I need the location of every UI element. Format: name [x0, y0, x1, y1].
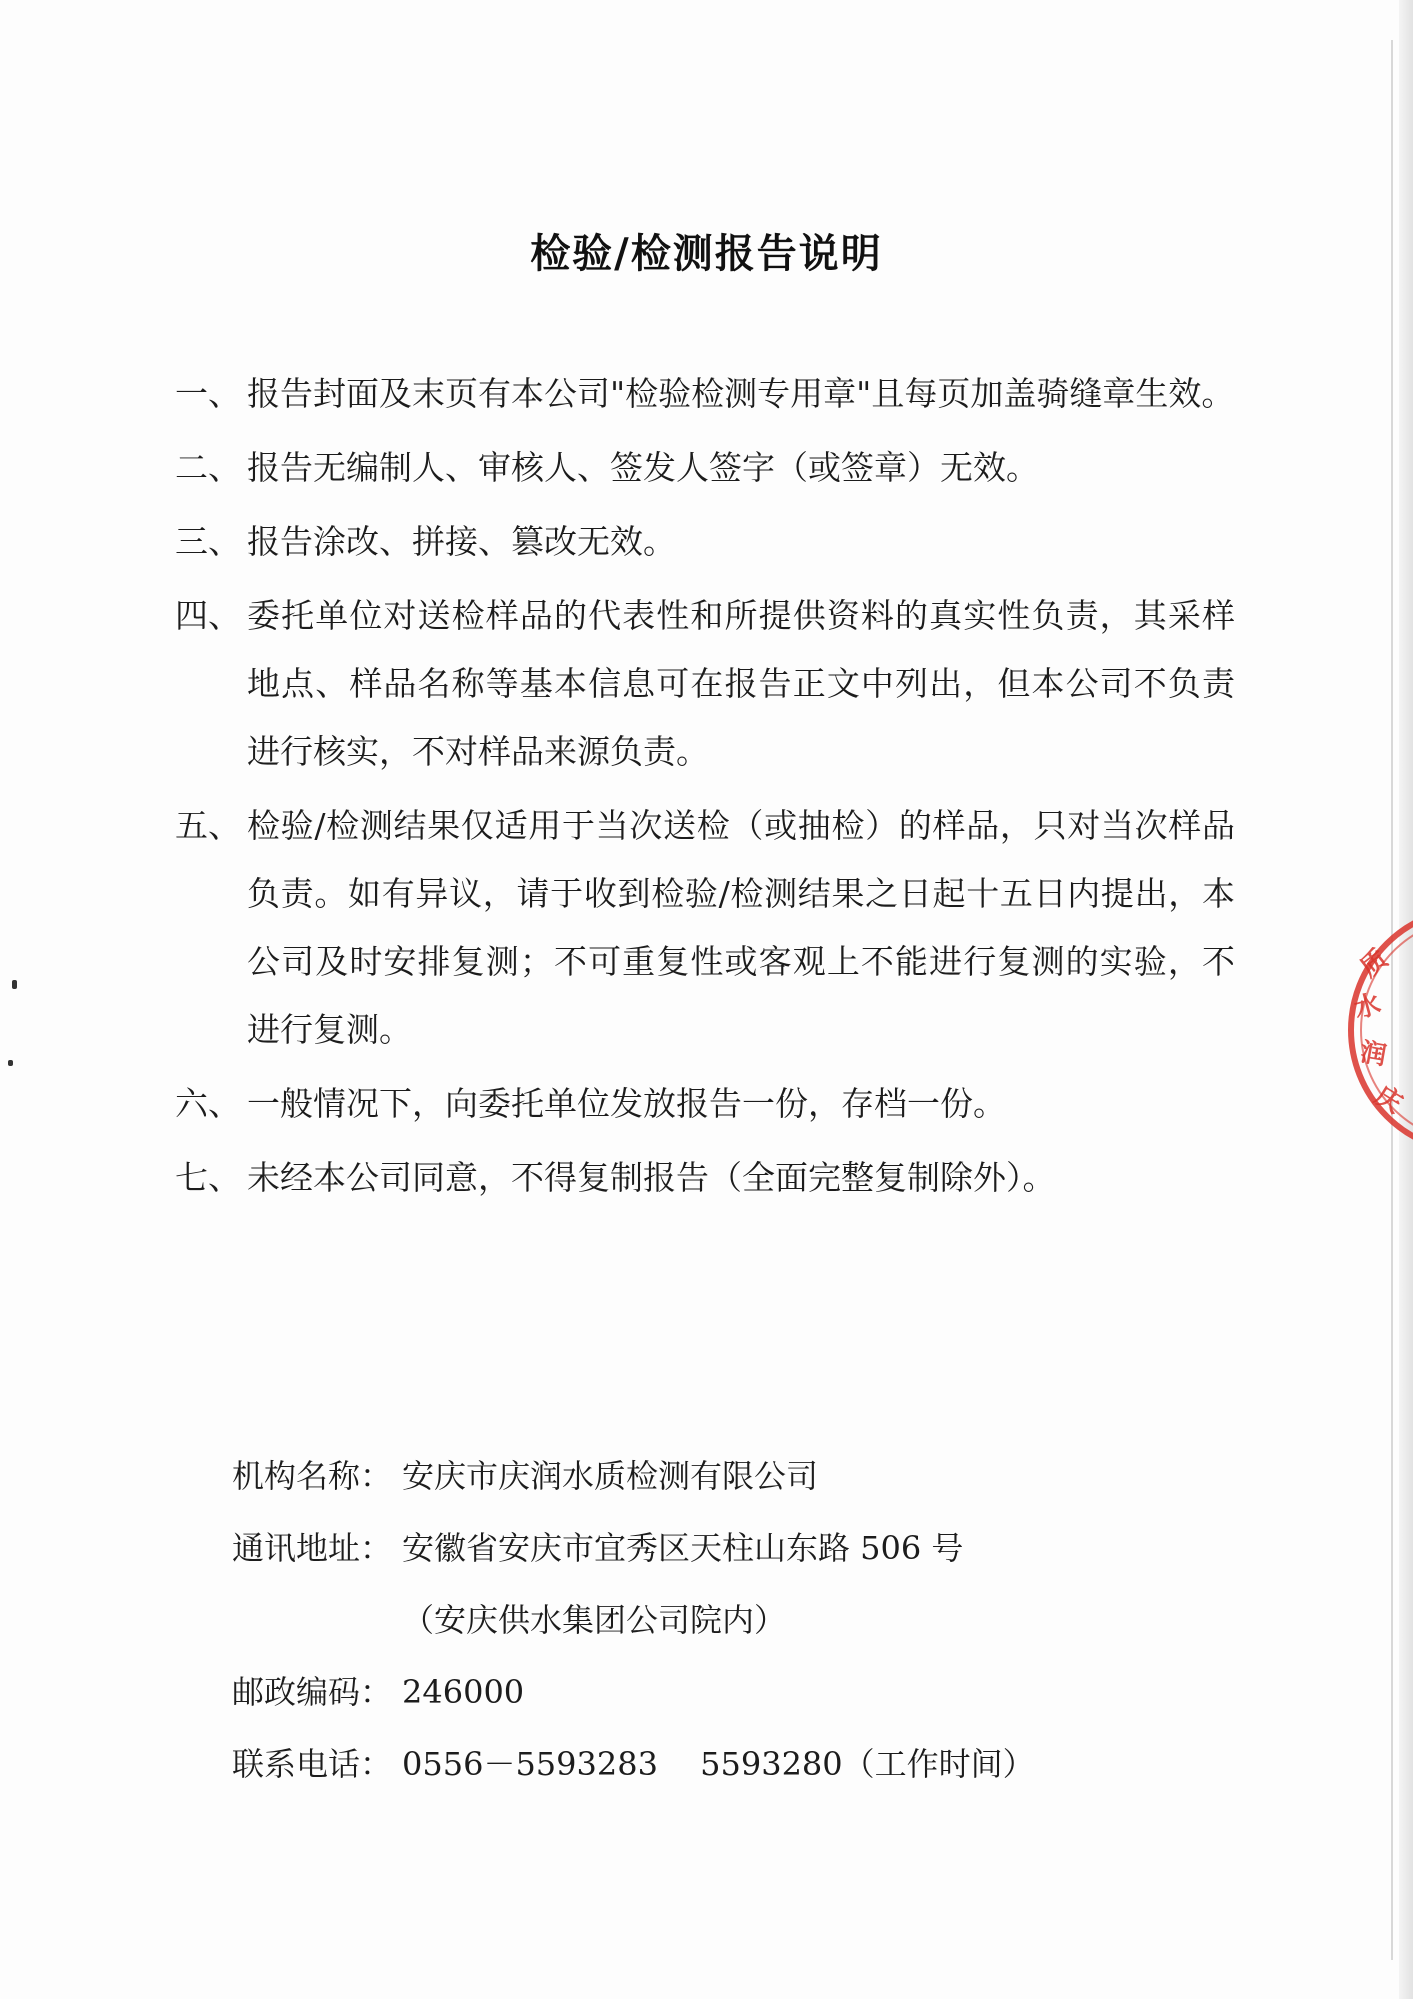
clause-number: 六、 — [175, 1084, 241, 1123]
clause-list — [175, 360, 1235, 1218]
address-note: （安庆供水集团公司院内） — [402, 1601, 787, 1639]
postcode-row — [232, 1656, 1132, 1728]
clause-item — [175, 1070, 1235, 1138]
clause-text: 检验/检测结果仅适用于当次送检（或抽检）的样品，只对当次样品负责。如有异议，请于收到检验/检测结果之日起十五日内提出，本公司及时安排复测；不可重复性或客观上不能进行复测的实验，不进行复测。 — [247, 806, 1235, 1049]
svg-text:水: 水 — [1351, 989, 1384, 1025]
svg-text:质: 质 — [1354, 943, 1394, 984]
clause-number: 七、 — [175, 1158, 241, 1197]
clause-item — [175, 792, 1235, 1064]
document-title: 检验/检测报告说明 — [530, 230, 883, 277]
clause-item — [175, 508, 1235, 576]
clause-text: 报告涂改、拼接、篡改无效。 — [247, 522, 676, 561]
svg-text:庆: 庆 — [1369, 1080, 1408, 1120]
clause-number: 二、 — [175, 448, 241, 487]
org-name-label: 机构名称： — [232, 1457, 393, 1495]
scan-speck — [12, 980, 17, 989]
clause-text: 委托单位对送检样品的代表性和所提供资料的真实性负责，其采样地点、样品名称等基本信息可在报告正文中列出，但本公司不负责进行核实，不对样品来源负责。 — [247, 596, 1235, 771]
address-value: 安徽省安庆市宜秀区天柱山东路 506 号 — [402, 1529, 964, 1567]
organization-info — [232, 1440, 1132, 1800]
postcode-value: 246000 — [402, 1673, 525, 1711]
clause-number: 五、 — [175, 806, 241, 845]
clause-text: 报告无编制人、审核人、签发人签字（或签章）无效。 — [247, 448, 1039, 487]
seal-icon — [1303, 900, 1413, 1160]
scan-speck — [8, 1060, 13, 1066]
org-name-value: 安庆市庆润水质检测有限公司 — [402, 1457, 819, 1495]
clause-item — [175, 582, 1235, 786]
postcode-label: 邮政编码： — [232, 1673, 393, 1711]
phone-row — [232, 1728, 1132, 1800]
clause-number: 四、 — [175, 596, 241, 635]
red-seal-stamp — [1303, 900, 1413, 1160]
svg-text:润: 润 — [1357, 1037, 1389, 1072]
address-note-row — [232, 1584, 1132, 1656]
clause-item — [175, 434, 1235, 502]
phone-value: 0556－5593283 5593280（工作时间） — [402, 1745, 1035, 1783]
clause-text: 报告封面及末页有本公司"检验检测专用章"且每页加盖骑缝章生效。 — [247, 374, 1235, 413]
phone-label: 联系电话： — [232, 1745, 393, 1783]
clause-text: 未经本公司同意，不得复制报告（全面完整复制除外）。 — [247, 1158, 1056, 1197]
address-label: 通讯地址： — [232, 1529, 393, 1567]
clause-item — [175, 1144, 1235, 1212]
clause-number: 三、 — [175, 522, 241, 561]
clause-item — [175, 360, 1235, 428]
org-name-row — [232, 1440, 1132, 1512]
clause-number: 一、 — [175, 374, 241, 413]
clause-text: 一般情况下，向委托单位发放报告一份，存档一份。 — [247, 1084, 1006, 1123]
address-row — [232, 1512, 1132, 1584]
